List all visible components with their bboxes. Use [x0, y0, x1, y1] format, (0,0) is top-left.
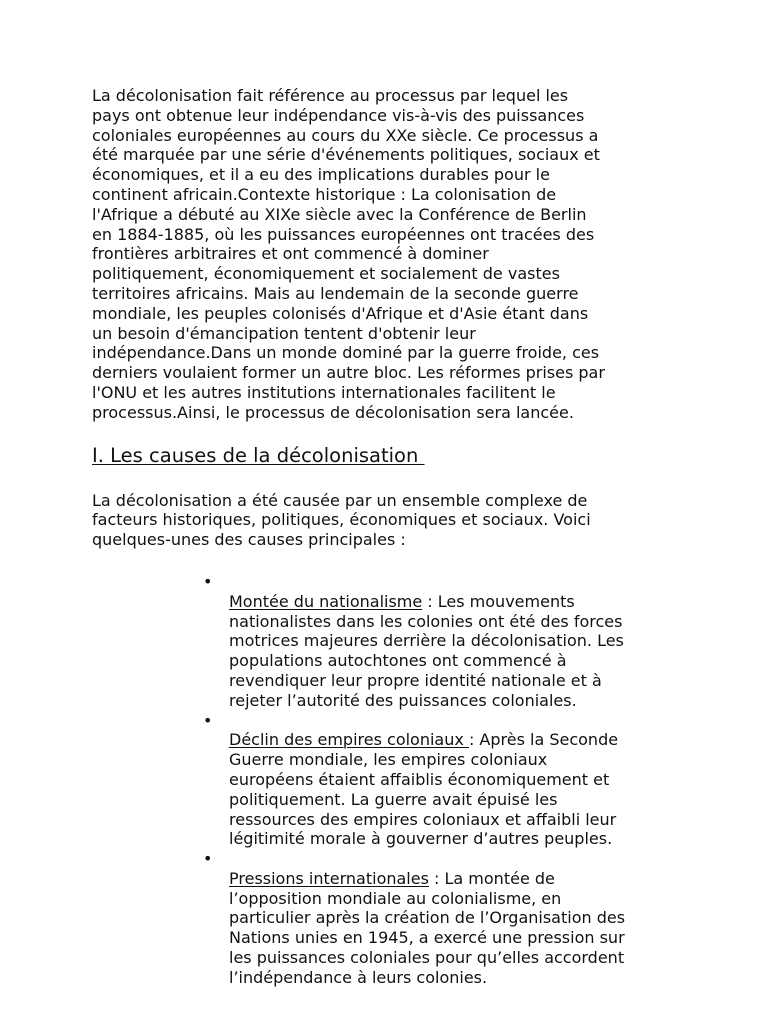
list-item-text: : Après la Seconde Guerre mondiale, les empires coloniaux européens étaient affaiblis économiquement et politiquement. La guerre avait épuisé les ressources des empires coloniaux et affaibli leur légitimité morale à gouverner d’autres peuples. [229, 730, 619, 849]
list-item-term: Pressions internationales [229, 868, 429, 888]
bullet-dot-icon: • [203, 710, 213, 730]
list-item-empire-decline [203, 710, 679, 850]
bullet-dot-icon: • [203, 849, 213, 869]
section-heading: I. Les causes de la décolonisation [92, 443, 425, 467]
list-item-term: Montée du nationalisme [229, 591, 423, 611]
causes-list [92, 572, 677, 988]
list-item-text: : Les mouvements nationalistes dans les colonies ont été des forces motrices majeures derrière la décolonisation. Les populations autochtones ont commencé à revendiquer leur propre identité nationale et à rejeter l’autorité des puissances coloniales. [229, 591, 624, 710]
intro-paragraph: La décolonisation fait référence au processus par lequel les pays ont obtenue leur indépendance vis-à-vis des puissances coloniales européennes au cours du XXe siècle. Ce processus a été marquée par une série d'événements politiques, sociaux et économiques, et il a eu des implications durables pour le continent africain.Contexte historique : La colonisation de l'Afrique a débuté au XIXe siècle avec la Conférence de Berlin en 1884-1885, où les puissances européennes ont tracées des frontières arbitraires et ont commencé à dominer politiquement, économiquement et socialement de vastes territoires africains. Mais au lendemain de la seconde guerre mondiale, les peuples colonisés d'Afrique et d'Asie étant dans un besoin d'émancipation tentent d'obtenir leur indépendance.Dans un monde dominé par la guerre froide, ces derniers voulaient former un autre bloc. Les réformes prises par l'ONU et les autres institutions internationales facilitent le processus.Ainsi, le processus de décolonisation sera lancée. [92, 86, 605, 422]
document-page [92, 86, 677, 988]
section-lead-paragraph: La décolonisation a été causée par un ensemble complexe de facteurs historiques, politiques, économiques et sociaux. Voici quelques-unes des causes principales : [92, 490, 591, 550]
list-item-text: : La montée de l’opposition mondiale au colonialisme, en particulier après la création de l’Organisation des Nations unies en 1945, a exercé une pression sur les puissances coloniales pour qu’elles accordent l’indépendance à leurs colonies. [229, 868, 626, 987]
bullet-dot-icon: • [203, 571, 213, 591]
list-item-term: Déclin des empires coloniaux [229, 730, 469, 750]
list-item-international-pressure [203, 849, 679, 988]
list-item-nationalism [203, 571, 679, 711]
